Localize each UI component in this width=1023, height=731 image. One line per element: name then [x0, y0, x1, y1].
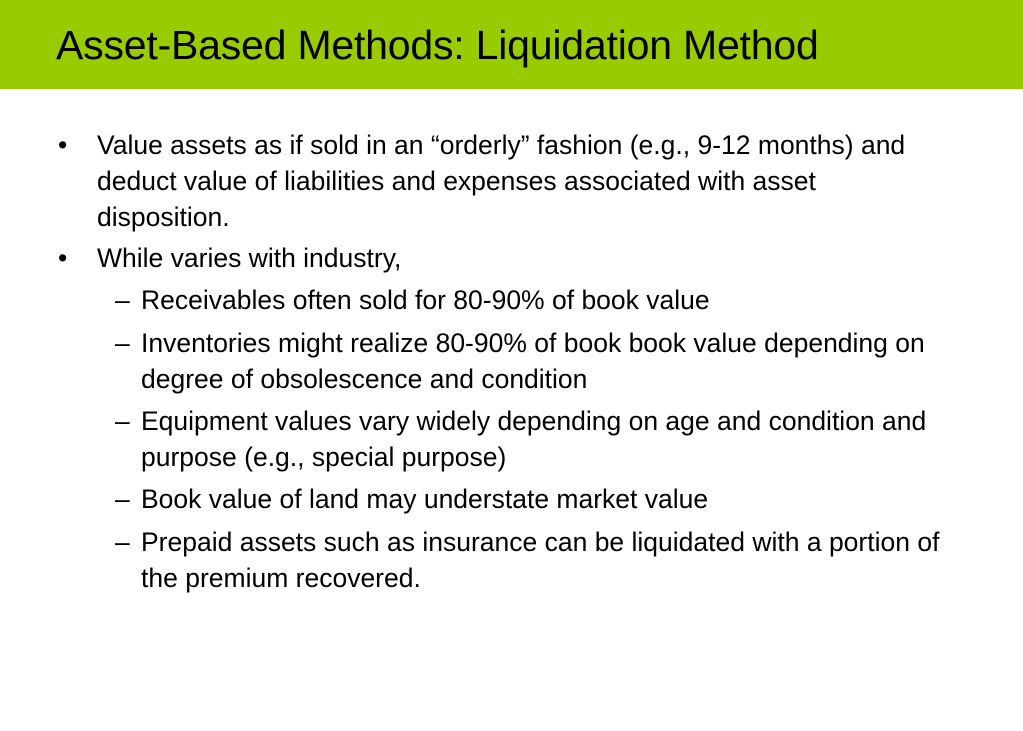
dash-marker: – — [115, 406, 130, 436]
sub-bullet-text: Inventories might realize 80-90% of book book value depending on degree of obsolescence and condition — [141, 328, 925, 394]
sub-bullet-text: Prepaid assets such as insurance can be liquidated with a portion of the premium recovered. — [141, 527, 940, 593]
dash-marker: – — [115, 484, 130, 514]
sub-bullet-item — [115, 481, 961, 517]
bullet-marker: • — [58, 243, 68, 273]
sub-bullet-item — [115, 325, 941, 397]
bullet-text: Value assets as if sold in an “orderly” fashion (e.g., 9-12 months) and deduct value of liabilities and expenses associated with asset disposition. — [97, 130, 906, 232]
bullet-item — [58, 127, 927, 235]
title-bar — [0, 0, 1023, 89]
sub-bullet-item — [115, 524, 971, 596]
dash-marker: – — [115, 285, 130, 315]
dash-marker: – — [115, 328, 130, 358]
sub-bullet-text: Book value of land may understate market value — [141, 484, 709, 514]
sub-bullet-item — [115, 282, 961, 318]
sub-bullet-item — [115, 403, 941, 475]
sub-bullet-text: Equipment values vary widely depending on age and condition and purpose (e.g., special purpose) — [141, 406, 927, 472]
bullet-text: While varies with industry, — [97, 243, 402, 273]
bullet-item — [58, 240, 927, 276]
bullet-marker: • — [58, 130, 68, 160]
dash-marker: – — [115, 527, 130, 557]
sub-bullet-text: Receivables often sold for 80-90% of book value — [141, 285, 710, 315]
slide-title: Asset-Based Methods: Liquidation Method — [56, 22, 819, 68]
